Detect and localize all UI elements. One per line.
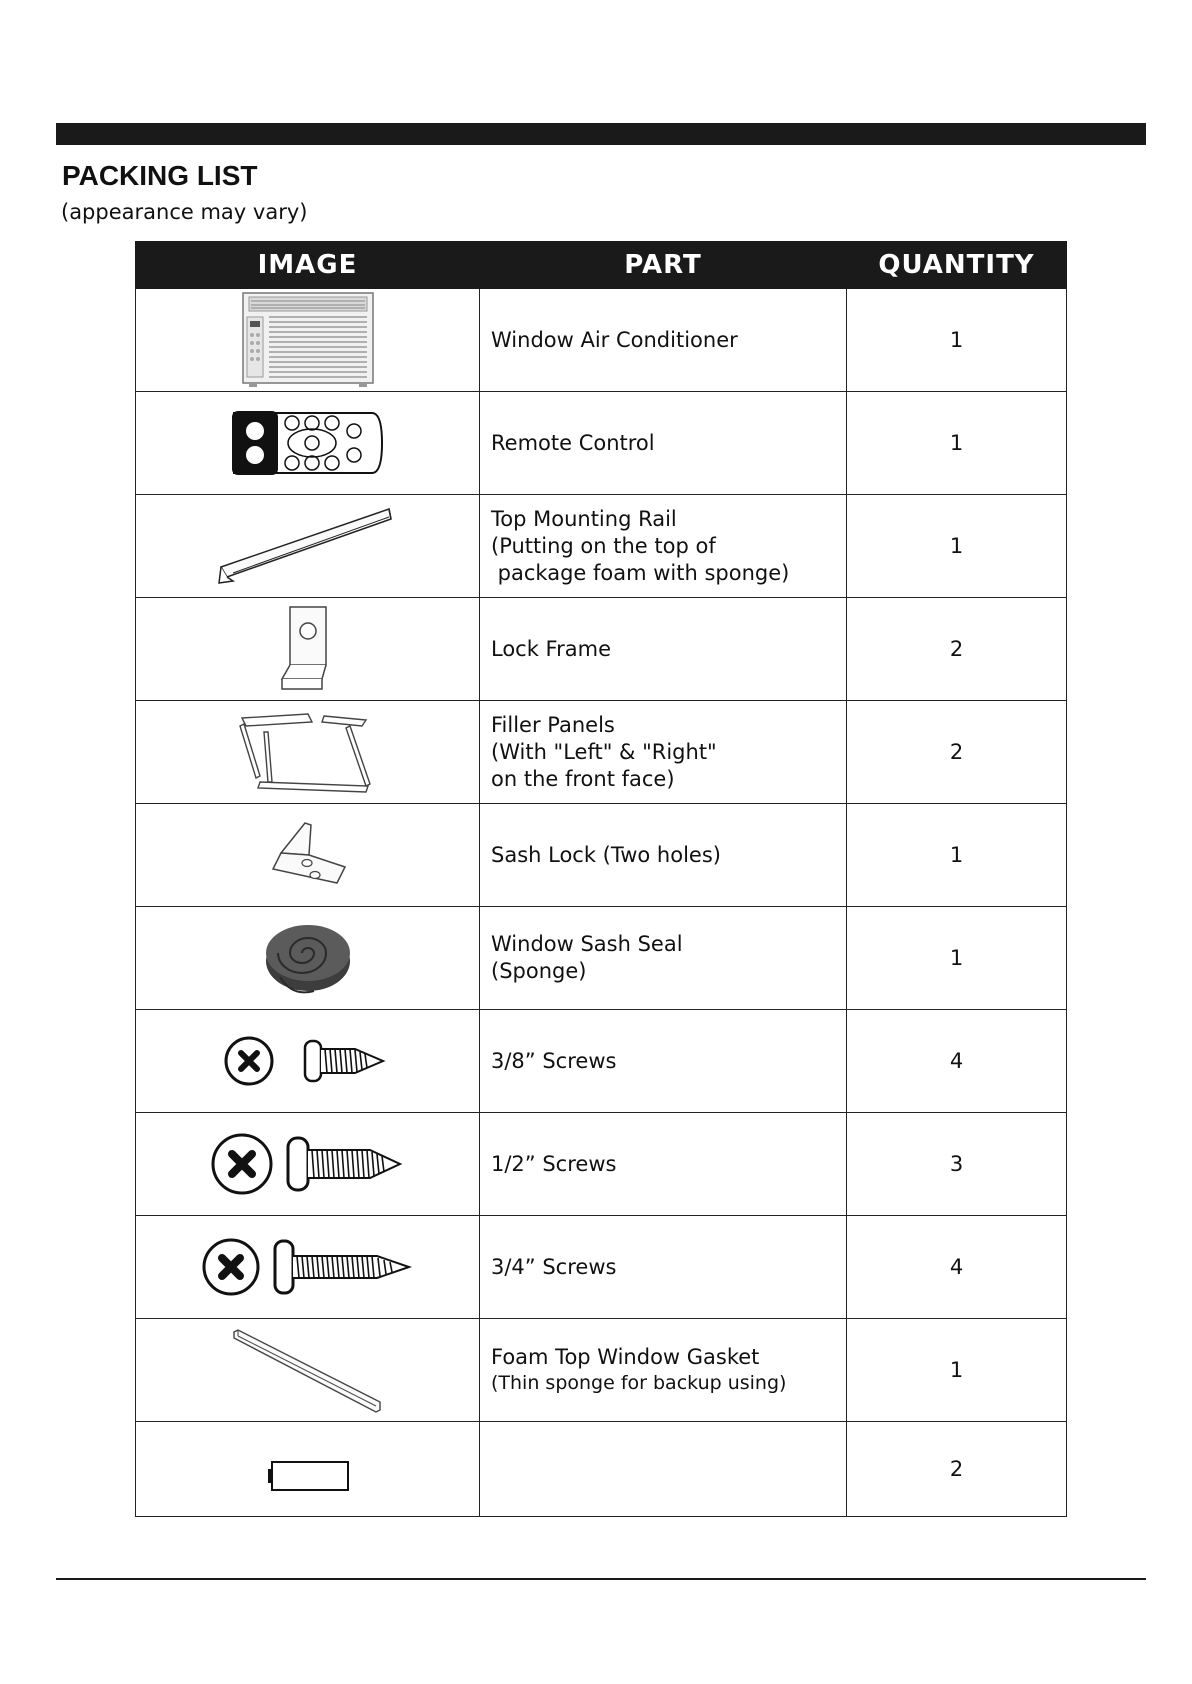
- image-cell: [136, 598, 480, 701]
- filler-panels-icon: [238, 710, 378, 794]
- part-note: (Sponge): [491, 959, 587, 983]
- part-cell: [480, 1010, 847, 1113]
- remote-control-icon: [228, 407, 388, 479]
- quantity-cell: 1: [847, 495, 1067, 598]
- image-cell: [136, 495, 480, 598]
- sash-lock-icon: [267, 819, 349, 891]
- screw-medium-icon: [210, 1130, 406, 1198]
- quantity-cell: 1: [847, 392, 1067, 495]
- quantity-cell: 4: [847, 1216, 1067, 1319]
- part-note: on the front face): [491, 766, 675, 791]
- packing-list-table: [135, 241, 1067, 1517]
- quantity-cell: 3: [847, 1113, 1067, 1216]
- page-subtitle: (appearance may vary): [61, 200, 308, 224]
- part-cell: [480, 495, 847, 598]
- quantity-cell: 2: [847, 1422, 1067, 1517]
- table-row: [136, 1010, 1067, 1113]
- table-row: [136, 907, 1067, 1010]
- image-cell: [136, 907, 480, 1010]
- part-name: Top Mounting Rail: [491, 506, 677, 531]
- part-name: Sash Lock (Two holes): [491, 842, 721, 867]
- part-cell: [480, 701, 847, 804]
- image-cell: [136, 1113, 480, 1216]
- image-cell: [136, 1010, 480, 1113]
- quantity-cell: 2: [847, 598, 1067, 701]
- part-note: package foam with sponge): [491, 560, 790, 585]
- image-cell: [136, 804, 480, 907]
- part-name: Window Air Conditioner: [491, 327, 738, 352]
- part-cell: [480, 1319, 847, 1422]
- quantity-cell: 1: [847, 804, 1067, 907]
- bottom-rule: [56, 1578, 1146, 1580]
- quantity-cell: 1: [847, 907, 1067, 1010]
- table-row: [136, 289, 1067, 392]
- page-title: PACKING LIST: [62, 160, 258, 191]
- part-note: (Putting on the top of: [491, 533, 716, 558]
- part-cell: [480, 1216, 847, 1319]
- image-cell: [136, 701, 480, 804]
- mounting-rail-icon: [213, 503, 403, 589]
- part-name: 1/2” Screws: [491, 1151, 617, 1176]
- screw-large-icon: [201, 1235, 415, 1299]
- table-header-row: [136, 242, 1067, 289]
- part-name: Window Sash Seal: [491, 932, 683, 956]
- table-row: [136, 392, 1067, 495]
- foam-gasket-icon: [230, 1326, 386, 1414]
- screw-small-icon: [223, 1031, 393, 1091]
- table-row: [136, 1113, 1067, 1216]
- part-cell: [480, 1113, 847, 1216]
- part-note: (Thin sponge for backup using): [491, 1372, 787, 1394]
- top-rule-bar: [56, 123, 1146, 145]
- part-name: 3/4” Screws: [491, 1254, 617, 1279]
- part-cell: [480, 392, 847, 495]
- quantity-cell: 4: [847, 1010, 1067, 1113]
- table-row: [136, 701, 1067, 804]
- image-cell: [136, 1422, 480, 1517]
- part-name: Remote Control: [491, 430, 655, 455]
- image-cell: [136, 1216, 480, 1319]
- table-row: [136, 1216, 1067, 1319]
- table-row: [136, 1319, 1067, 1422]
- part-cell: [480, 1422, 847, 1517]
- column-header-quantity: QUANTITY: [847, 242, 1067, 289]
- part-name: Lock Frame: [491, 636, 611, 661]
- part-cell: [480, 907, 847, 1010]
- part-cell: [480, 804, 847, 907]
- table-row: [136, 598, 1067, 701]
- battery-icon: [266, 1459, 350, 1493]
- air-conditioner-icon: [241, 291, 375, 389]
- image-cell: [136, 1319, 480, 1422]
- part-name: Foam Top Window Gasket: [491, 1345, 760, 1369]
- part-note: (With "Left" & "Right": [491, 739, 717, 764]
- column-header-image: IMAGE: [136, 242, 480, 289]
- table-row: [136, 1422, 1067, 1517]
- sponge-seal-icon: [262, 917, 354, 999]
- part-name: Filler Panels: [491, 712, 615, 737]
- quantity-cell: 1: [847, 289, 1067, 392]
- part-name: 3/8” Screws: [491, 1048, 617, 1073]
- part-cell: [480, 289, 847, 392]
- column-header-part: PART: [480, 242, 847, 289]
- image-cell: [136, 289, 480, 392]
- quantity-cell: 1: [847, 1319, 1067, 1422]
- table-row: [136, 804, 1067, 907]
- image-cell: [136, 392, 480, 495]
- part-cell: [480, 598, 847, 701]
- lock-frame-icon: [278, 603, 338, 695]
- table-row: [136, 495, 1067, 598]
- quantity-cell: 2: [847, 701, 1067, 804]
